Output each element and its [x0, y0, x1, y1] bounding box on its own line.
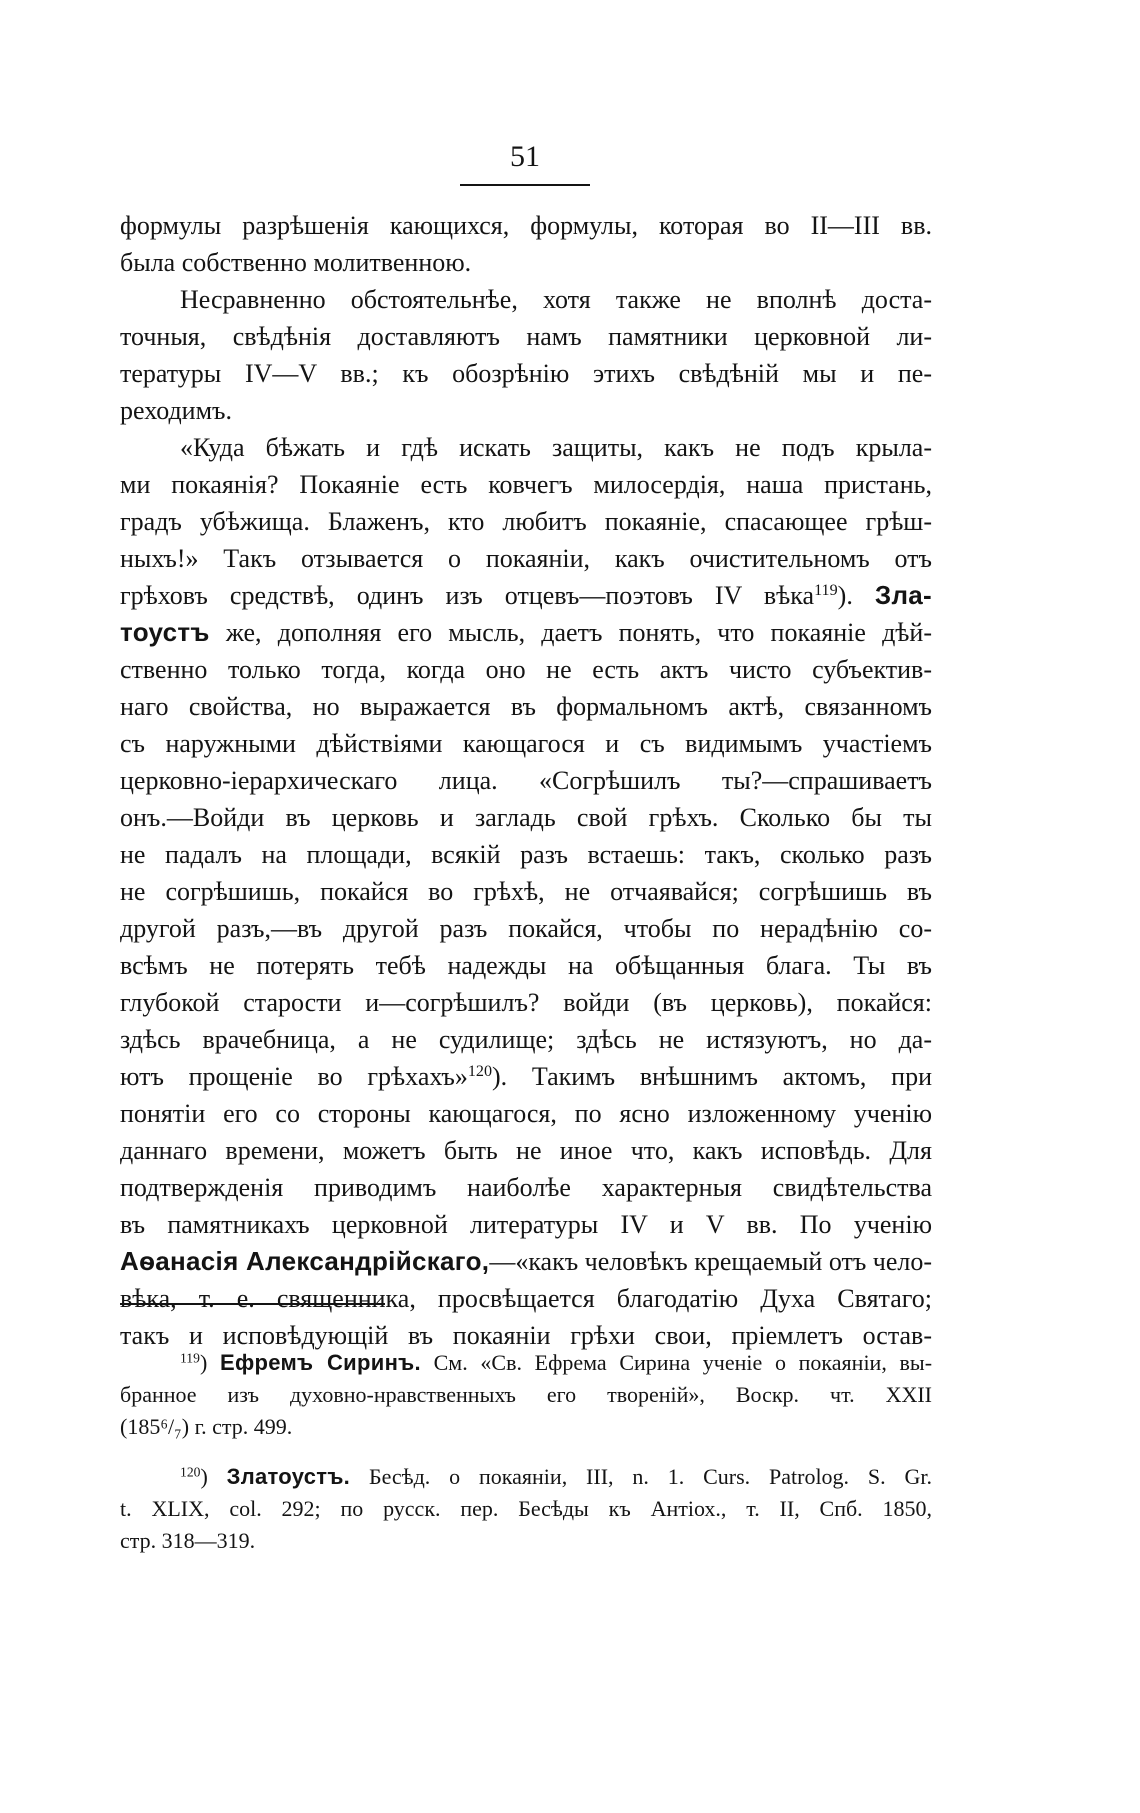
text-fragment: См. «Св. Ефрема Сирина ученіе о покаяніи, вы-	[420, 1350, 933, 1375]
footnote-author: Ефремъ Сиринъ.	[219, 1350, 421, 1375]
header-rule	[460, 184, 590, 186]
footnote-line: (185⁶/₇) г. стр. 499.	[120, 1414, 293, 1439]
footnote-line: $^{120}$) Златоустъ. Бесѣд. о покаяніи, III, n. 1. Curs. Patrolog. S. Gr.	[180, 1464, 932, 1489]
text-fragment: ).	[837, 581, 853, 610]
text-fragment: же, дополняя его мысль, даетъ понять, что покаяніе дѣй-	[209, 618, 932, 647]
page-number: 51	[510, 140, 540, 173]
footnote-line: бранное изъ духовно-нравственныхъ его твореній», Воскр. чт. XXII	[120, 1382, 932, 1407]
text-line: глубокой старости и—согрѣшилъ? войди (въ церковь), покайся:	[120, 988, 932, 1017]
text-line: тературы IV—V вв.; къ обозрѣнію этихъ свѣдѣній мы и пе-	[120, 359, 932, 388]
text-line	[120, 614, 932, 651]
text-line: была собственно молитвенною.	[120, 248, 472, 277]
text-line: съ наружными дѣйствіями кающагося и съ видимымъ участіемъ	[120, 729, 932, 758]
text-line: понятіи его со стороны кающагося, по ясно изложенному ученію	[120, 1099, 932, 1128]
text-line: точныя, свѣдѣнія доставляютъ намъ памятники церковной ли-	[120, 322, 932, 351]
footnote-author: Златоустъ.	[226, 1464, 351, 1489]
text-line: наго свойства, но выражается въ формальномъ актѣ, связанномъ	[120, 692, 932, 721]
text-line	[120, 1058, 932, 1095]
text-line: ственно только тогда, когда оно не есть актъ чисто субъектив-	[120, 655, 932, 684]
text-line: онъ.—Войди въ церковь и загладь свой грѣхъ. Сколько бы ты	[120, 803, 932, 832]
text-fragment: грѣховъ средствѣ, одинъ изъ отцевъ—поэтовъ IV вѣка	[120, 581, 815, 610]
text-line: Несравненно обстоятельнѣе, хотя также не вполнѣ доста-	[180, 285, 932, 314]
footnotes	[120, 1347, 932, 1557]
footnote-ref-119: 119	[814, 582, 838, 600]
text-line: не падалъ на площади, всякій разъ встаешь: такъ, сколько разъ	[120, 840, 932, 869]
author-name: Зла-	[874, 580, 933, 610]
footnote-gap	[120, 1443, 932, 1461]
footnote-number: 120	[180, 1464, 201, 1480]
text-line: «Куда бѣжать и гдѣ искать защиты, какъ не подъ крыла-	[180, 433, 932, 462]
text-fragment: ). Такимъ внѣшнимъ актомъ, при	[492, 1062, 932, 1091]
text-fragment: —«какъ человѣкъ крещаемый отъ чело-	[489, 1247, 933, 1276]
footnote-rule	[120, 1303, 385, 1305]
text-line: вѣка, т. е. священника, просвѣщается благодатію Духа Святаго;	[120, 1284, 932, 1313]
text-line	[120, 577, 932, 614]
footnote-line: t. XLIX, col. 292; по русск. пер. Бесѣды къ Антіох., т. II, Спб. 1850,	[120, 1496, 932, 1521]
footnote-line: $^{119}$) Ефремъ Сиринъ. См. «Св. Ефрема Сирина ученіе о покаяніи, вы-	[180, 1350, 933, 1375]
text-fragment: Бесѣд. о покаяніи, III, n. 1. Curs. Patrolog. S. Gr.	[350, 1464, 932, 1489]
text-line: въ памятникахъ церковной литературы IV и V вв. По ученію	[120, 1210, 932, 1239]
text-fragment: ютъ прощеніе во грѣхахъ»	[120, 1062, 468, 1091]
author-name: тоустъ	[120, 617, 210, 647]
footnote-ref-120: 120	[467, 1063, 492, 1081]
text-line: ныхъ!» Такъ отзывается о покаяніи, какъ очистительномъ отъ	[120, 544, 932, 573]
text-line: здѣсь врачебница, а не судилище; здѣсь не истязуютъ, но да-	[120, 1025, 932, 1054]
text-line: градъ убѣжища. Блаженъ, кто любитъ покаяніе, спасающее грѣш-	[120, 507, 932, 536]
text-line: другой разъ,—въ другой разъ покайся, чтобы по нерадѣнію со-	[120, 914, 932, 943]
text-line: церковно-іерархическаго лица. «Согрѣшилъ ты?—спрашиваетъ	[120, 766, 932, 795]
text-line: даннаго времени, можетъ быть не иное что, какъ исповѣдь. Для	[120, 1136, 932, 1165]
text-line: ми покаянія? Покаяніе есть ковчегъ милосердія, наша пристань,	[120, 470, 932, 499]
text-line: не согрѣшишь, покайся во грѣхѣ, не отчаявайся; согрѣшишь въ	[120, 877, 932, 906]
text-line	[120, 1243, 932, 1280]
text-line: всѣмъ не потерять тебѣ надежды на обѣщанныя блага. Ты въ	[120, 951, 932, 980]
text-line: подтвержденія приводимъ наиболѣе характерныя свидѣтельства	[120, 1173, 932, 1202]
author-name: Аѳанасія Александрійскаго,	[120, 1246, 490, 1276]
body-text	[120, 207, 932, 1354]
text-line: реходимъ.	[120, 396, 232, 425]
text-line: такъ и исповѣдующій въ покаяніи грѣхи свои, пріемлетъ остав-	[120, 1321, 932, 1350]
footnote-number: 119	[180, 1350, 200, 1366]
text-line: формулы разрѣшенія кающихся, формулы, которая во II—III вв.	[120, 211, 932, 240]
footnote-line: стр. 318—319.	[120, 1528, 256, 1553]
